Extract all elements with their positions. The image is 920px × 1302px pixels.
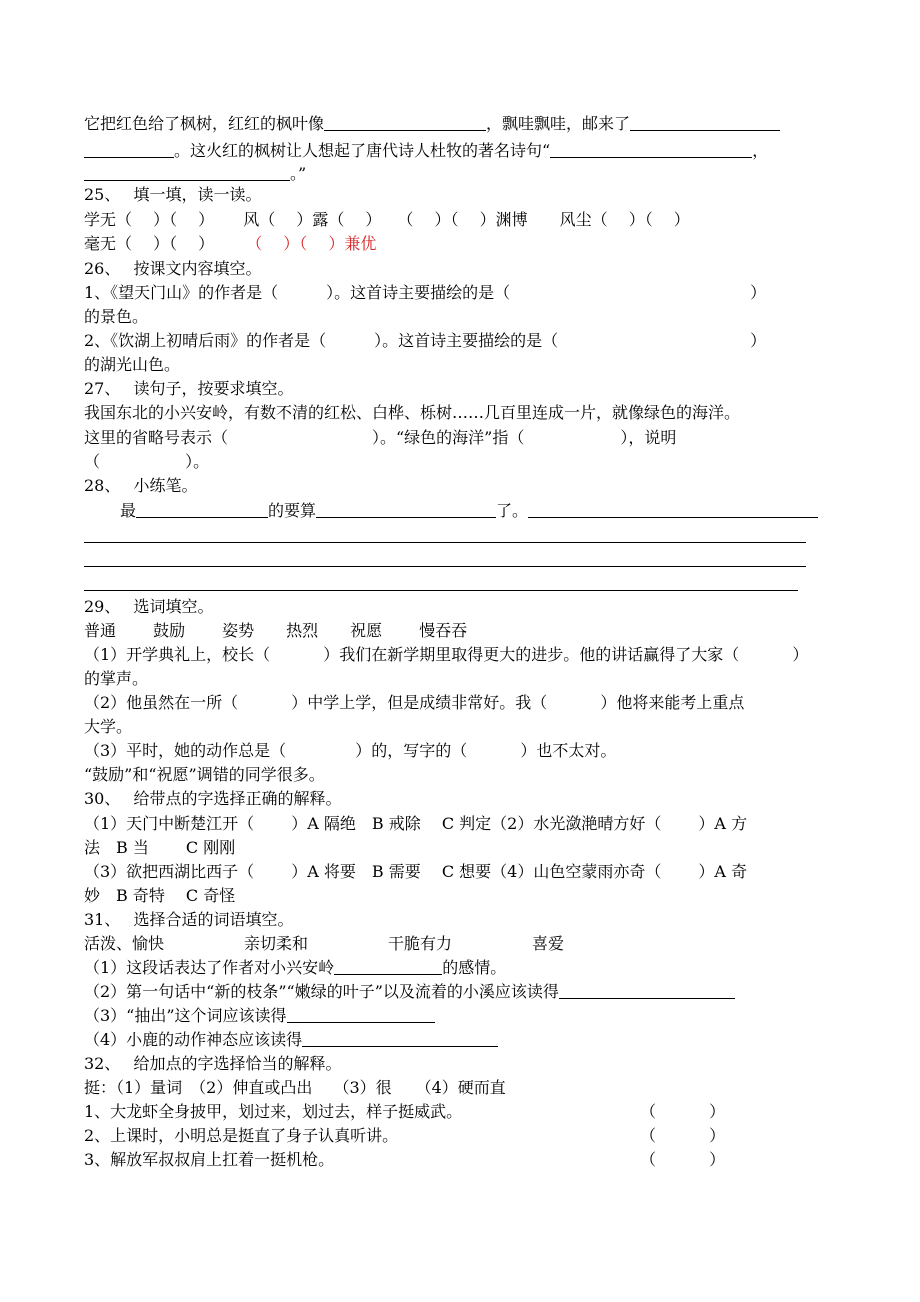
intro-line-2 [84, 141, 768, 163]
q29-line-4: 大学。 [84, 717, 133, 736]
q29-line-5: （3）平时，她的动作总是（ ）的，写字的（ ）也不太对。 [84, 741, 617, 760]
q32-answer-1[interactable]: （ ） [640, 1102, 726, 1121]
intro-text: ， [752, 141, 769, 160]
blank[interactable] [84, 164, 290, 181]
q32-item-1: 1、大龙虾全身披甲，划过来，划过去，样子挺威武。 [84, 1102, 463, 1121]
blank[interactable] [316, 501, 496, 518]
q28-text: 的要算 [268, 501, 317, 520]
q31-text: （4）小鹿的动作神态应该读得 [84, 1030, 303, 1049]
q31-line-3 [84, 1006, 435, 1028]
intro-text: 它把红色给了枫树，红红的枫叶像 [84, 114, 325, 133]
q32-item-3: 3、解放军叔叔肩上扛着一挺机枪。 [84, 1150, 335, 1169]
intro-text: 。” [290, 164, 307, 183]
q29-line-2: 的掌声。 [84, 669, 149, 688]
q31-text: （2）第一句话中“新的枝条”“嫩绿的叶子”以及流着的小溪应该读得 [84, 982, 559, 1001]
writing-line[interactable] [84, 542, 806, 543]
blank[interactable] [324, 114, 486, 131]
blank[interactable] [550, 141, 752, 158]
q26-line-1: 1、《望天门山》的作者是（ ）。这首诗主要描绘的是（ ） [84, 283, 767, 302]
q25-row-1: 学无（ ）（ ） 风（ ）露（ ） （ ）（ ）渊博 风尘（ ）（ ） [84, 210, 690, 229]
blank[interactable] [84, 141, 174, 158]
q27-line-1: 我国东北的小兴安岭，有数不清的红松、白桦、栎树……几百里连成一片，就像绿色的海洋。 [84, 403, 741, 422]
q29-title: 29、 选词填空。 [84, 597, 214, 616]
q27-title: 27、 读句子，按要求填空。 [84, 379, 294, 398]
q26-line-2: 的景色。 [84, 307, 149, 326]
q32-answer-3[interactable]: （ ） [640, 1150, 726, 1169]
q30-line-4: 妙 B 奇特 C 奇怪 [84, 886, 236, 905]
q28-line [120, 501, 818, 523]
blank[interactable] [287, 1006, 435, 1023]
intro-text: ，飘哇飘哇，邮来了 [486, 114, 631, 133]
blank[interactable] [630, 114, 780, 131]
q31-line-2 [84, 982, 735, 1004]
q29-word-bank: 普通 鼓励 姿势 热烈 祝愿 慢吞吞 [84, 621, 468, 640]
blank[interactable] [302, 1030, 498, 1047]
blank[interactable] [136, 501, 268, 518]
q26-line-3: 2、《饮湖上初晴后雨》的作者是（ ）。这首诗主要描绘的是（ ） [84, 331, 767, 350]
q29-line-3: （2）他虽然在一所（ ）中学上学，但是成绩非常好。我（ ）他将来能考上重点 [84, 693, 745, 712]
q32-item-2: 2、上课时，小明总是挺直了身子认真听讲。 [84, 1126, 399, 1145]
intro-line-1 [84, 114, 780, 136]
q26-title: 26、 按课文内容填空。 [84, 259, 262, 278]
blank[interactable] [559, 982, 735, 999]
q31-text: 的感情。 [442, 958, 507, 977]
q29-line-1: （1）开学典礼上，校长（ ）我们在新学期里取得更大的进步。他的讲话赢得了大家（ ） [84, 645, 809, 664]
q30-line-1: （1）天门中断楚江开（ ）A 隔绝 B 戒除 C 判定（2）水光潋滟晴方好（ ）A 方 [84, 814, 748, 833]
q31-line-1 [84, 958, 506, 980]
q31-word-bank: 活泼、愉快 亲切柔和 干脆有力 喜爱 [84, 934, 565, 953]
q28-title: 28、 小练笔。 [84, 476, 198, 495]
q29-line-6: “鼓励”和“祝愿”调错的同学很多。 [84, 765, 325, 784]
q25-row-2-red-text: （ ）（ ）兼优 [254, 234, 377, 253]
blank[interactable] [528, 501, 818, 518]
q27-line-2: 这里的省略号表示（ ）。“绿色的海洋”指（ ），说明 [84, 428, 677, 447]
q25-title: 25、 填一填，读一读。 [84, 185, 262, 204]
intro-text: 。这火红的枫树让人想起了唐代诗人杜牧的著名诗句“ [174, 141, 551, 160]
q26-line-4: 的湖光山色。 [84, 355, 181, 374]
q31-text: （3）“抽出”这个词应该读得 [84, 1006, 287, 1025]
blank[interactable] [334, 958, 442, 975]
q30-title: 30、 给带点的字选择正确的解释。 [84, 789, 342, 808]
q27-line-3: （ ）。 [84, 452, 210, 471]
q25-row-2 [84, 234, 376, 256]
q32-title: 32、 给加点的字选择恰当的解释。 [84, 1054, 342, 1073]
q25-row-2-text: 毫无（ ）（ ） [84, 234, 255, 253]
q31-title: 31、 选择合适的词语填空。 [84, 910, 294, 929]
q30-line-2: 法 B 当 C 刚刚 [84, 838, 236, 857]
q28-text: 最 [120, 501, 137, 520]
q32-answer-2[interactable]: （ ） [640, 1126, 726, 1145]
q28-text: 了。 [496, 501, 529, 520]
q31-line-4 [84, 1030, 498, 1052]
q32-definitions: 挺：（1）量词 （2）伸直或凸出 （3）很 （4）硬而直 [84, 1078, 506, 1097]
intro-line-3 [84, 164, 306, 186]
writing-line[interactable] [84, 590, 798, 591]
q31-text: （1）这段话表达了作者对小兴安岭 [84, 958, 335, 977]
q30-line-3: （3）欲把西湖比西子（ ）A 将要 B 需要 C 想要（4）山色空蒙雨亦奇（ ）A 奇 [84, 862, 748, 881]
writing-line[interactable] [84, 566, 806, 567]
